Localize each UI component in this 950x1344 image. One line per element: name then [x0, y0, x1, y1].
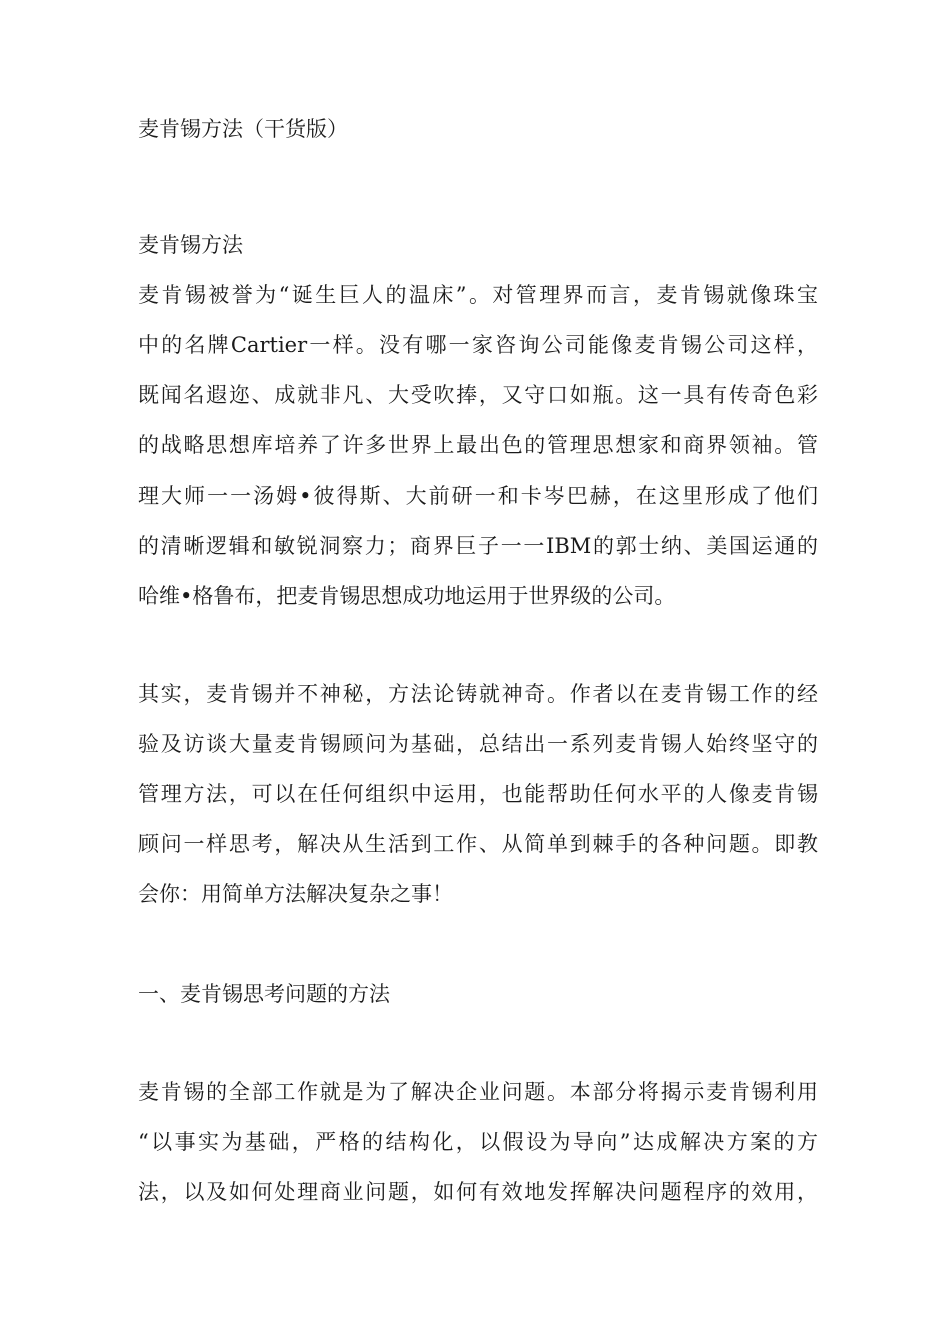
section-one-title: 一、麦肯锡思考问题的方法 — [138, 982, 390, 1006]
paragraph-line: 麦肯锡的全部工作就是为了解决企业问题。本部分将揭示麦肯锡利用 — [138, 1080, 818, 1104]
intro-line: 理大师一一汤姆•彼得斯、大前研一和卡岑巴赫，在这里形成了他们 — [138, 484, 818, 508]
intro-line: 的战略思想库培养了许多世界上最出色的管理思想家和商界领袖。管 — [138, 433, 818, 457]
intro-line: 中的名牌Cartier一样。没有哪一家咨询公司能像麦肯锡公司这样， — [138, 333, 818, 357]
paragraph-line: 会你：用简单方法解决复杂之事！ — [138, 882, 453, 906]
section-title: 麦肯锡方法 — [138, 233, 243, 257]
paragraph-line: 法，以及如何处理商业问题，如何有效地发挥解决问题程序的效用， — [138, 1180, 818, 1204]
paragraph-line: 验及访谈大量麦肯锡顾问为基础，总结出一系列麦肯锡人始终坚守的 — [138, 732, 818, 756]
paragraph-line: 其实，麦肯锡并不神秘，方法论铸就神奇。作者以在麦肯锡工作的经 — [138, 682, 818, 706]
document-title: 麦肯锡方法（干货版） — [138, 117, 348, 141]
paragraph-line: “以事实为基础，严格的结构化，以假设为导向”达成解决方案的方 — [138, 1130, 818, 1154]
intro-line: 既闻名遐迩、成就非凡、大受吹捧，又守口如瓶。这一具有传奇色彩 — [138, 383, 818, 407]
intro-line: 的清晰逻辑和敏锐洞察力；商界巨子一一IBM的郭士纳、美国运通的 — [138, 534, 818, 558]
paragraph-line: 顾问一样思考，解决从生活到工作、从简单到棘手的各种问题。即教 — [138, 832, 818, 856]
intro-line: 麦肯锡被誉为“诞生巨人的温床”。对管理界而言，麦肯锡就像珠宝 — [138, 283, 818, 307]
paragraph-line: 管理方法，可以在任何组织中运用，也能帮助任何水平的人像麦肯锡 — [138, 782, 818, 806]
intro-line: 哈维•格鲁布，把麦肯锡思想成功地运用于世界级的公司。 — [138, 584, 676, 608]
